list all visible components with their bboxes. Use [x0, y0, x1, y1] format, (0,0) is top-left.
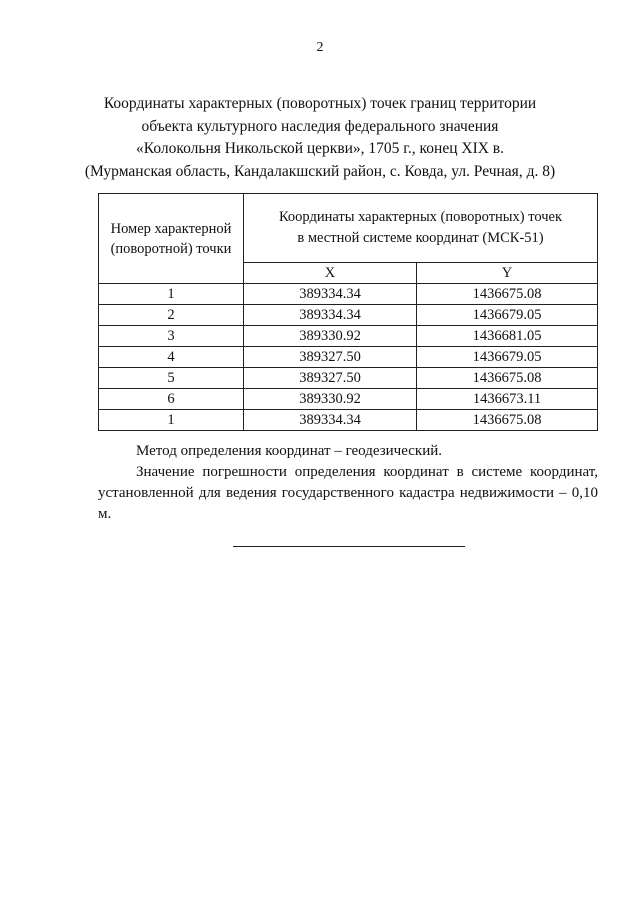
- cell-point-number: 5: [99, 368, 244, 389]
- notes-section: [98, 441, 598, 525]
- cell-y: 1436675.08: [417, 368, 598, 389]
- title-line-3: «Колокольня Никольской церкви», 1705 г., конец XIX в.: [136, 140, 504, 157]
- cell-x: 389334.34: [244, 284, 417, 305]
- cell-x: 389334.34: [244, 305, 417, 326]
- cell-point-number: 2: [99, 305, 244, 326]
- cell-x: 389327.50: [244, 368, 417, 389]
- cell-y: 1436679.05: [417, 305, 598, 326]
- header-point-number-line-1: Номер характерной: [110, 220, 232, 237]
- page-number: 2: [316, 40, 324, 55]
- header-x: X: [244, 263, 417, 284]
- end-separator-line: [233, 546, 465, 547]
- title-line-2: объекта культурного наследия федерального значения: [141, 117, 499, 135]
- cell-x: 389330.92: [244, 326, 417, 347]
- cell-y: 1436681.05: [417, 326, 598, 347]
- header-point-number-line-2: (поворотной) точки: [110, 240, 232, 257]
- cell-x: 389334.34: [244, 410, 417, 431]
- method-note: Метод определения координат – геодезический.: [136, 443, 442, 459]
- cell-x: 389327.50: [244, 347, 417, 368]
- table-row: [99, 326, 598, 347]
- cell-point-number: 1: [99, 410, 244, 431]
- accuracy-note: Значение погрешности определения координат в системе координат, установленной для ведения государственного кадастра недвижимости – 0,10 м.: [98, 464, 598, 522]
- table-row: [99, 305, 598, 326]
- table-row: [99, 368, 598, 389]
- header-coordinates-line-2: в местной системе координат (МСК-51): [297, 230, 544, 246]
- cell-point-number: 1: [99, 284, 244, 305]
- cell-point-number: 3: [99, 326, 244, 347]
- cell-x: 389330.92: [244, 389, 417, 410]
- cell-y: 1436675.08: [417, 410, 598, 431]
- coordinates-table: [98, 193, 598, 431]
- cell-point-number: 6: [99, 389, 244, 410]
- cell-y: 1436679.05: [417, 347, 598, 368]
- header-point-number: [99, 194, 244, 284]
- cell-point-number: 4: [99, 347, 244, 368]
- header-coordinates-line-1: Координаты характерных (поворотных) точек: [278, 209, 563, 225]
- table-row: [99, 284, 598, 305]
- table-header-row: [99, 194, 598, 263]
- table-row: [99, 410, 598, 431]
- table-row: [99, 389, 598, 410]
- header-coordinates: [244, 194, 598, 263]
- title-line-4: (Мурманская область, Кандалакшский район, с. Ковда, ул. Речная, д. 8): [84, 162, 556, 180]
- title-line-1: Координаты характерных (поворотных) точек границ территории: [103, 95, 537, 112]
- cell-y: 1436673.11: [417, 389, 598, 410]
- header-y: Y: [417, 263, 598, 284]
- table-row: [99, 347, 598, 368]
- document-title: [80, 93, 560, 183]
- cell-y: 1436675.08: [417, 284, 598, 305]
